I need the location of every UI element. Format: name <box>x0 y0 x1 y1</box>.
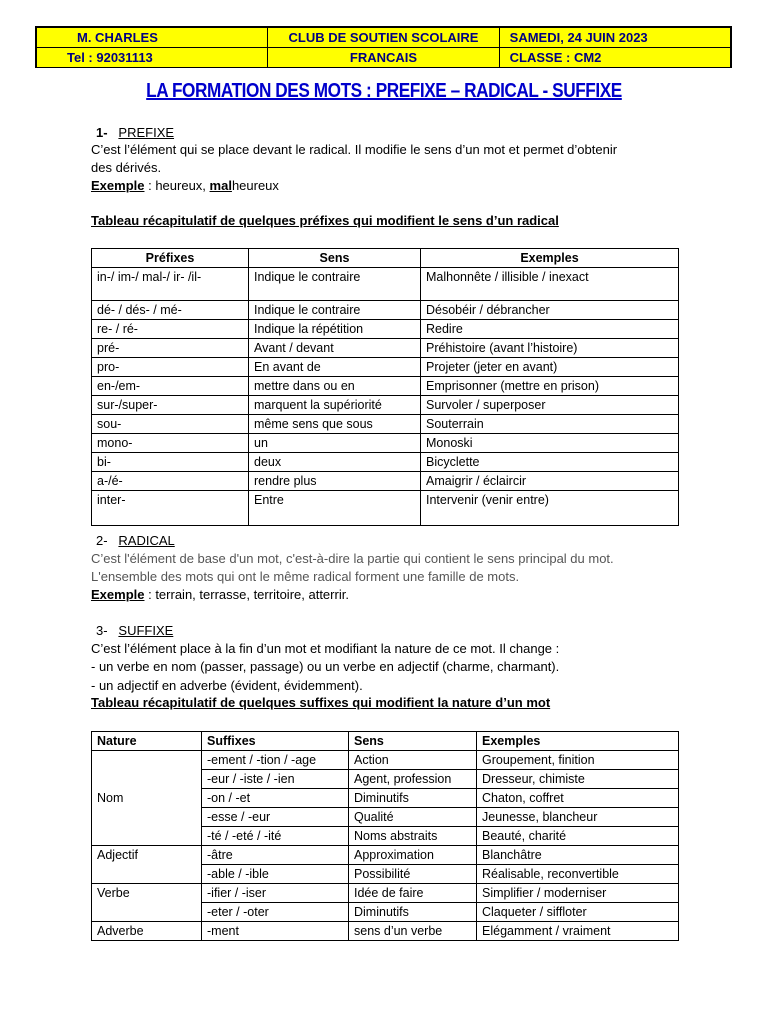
table-cell: Monoski <box>421 434 679 453</box>
table-row <box>92 268 679 301</box>
section-1-example: Exemple : heureux, malheureux <box>91 178 279 193</box>
table-row <box>92 377 679 396</box>
table-cell: bi- <box>92 453 249 472</box>
table-cell: in-/ im-/ mal-/ ir- /il- <box>92 268 249 301</box>
col-header: Exemples <box>477 732 679 751</box>
section-2-heading: 2- RADICAL <box>96 533 175 548</box>
table-cell: a-/é- <box>92 472 249 491</box>
table-cell: Possibilité <box>349 865 477 884</box>
table-row <box>92 846 679 865</box>
table-cell: rendre plus <box>249 472 421 491</box>
col-header: Sens <box>249 249 421 268</box>
table-cell: Réalisable, reconvertible <box>477 865 679 884</box>
col-header: Exemples <box>421 249 679 268</box>
table-1-title: Tableau récapitulatif de quelques préfixes qui modifient le sens d’un radical <box>91 213 559 228</box>
table-cell: Indique la répétition <box>249 320 421 339</box>
date: SAMEDI, 24 JUIN 2023 <box>499 28 730 48</box>
table-cell: Projeter (jeter en avant) <box>421 358 679 377</box>
teacher-name: M. CHARLES <box>37 28 268 48</box>
table-cell: pré- <box>92 339 249 358</box>
table-cell: Groupement, finition <box>477 751 679 770</box>
table-cell: Diminutifs <box>349 903 477 922</box>
nature-cell: Adjectif <box>92 846 202 884</box>
table-cell: Malhonnête / illisible / inexact <box>421 268 679 301</box>
table-cell: dé- / dés- / mé- <box>92 301 249 320</box>
table-cell: -eur / -iste / -ien <box>202 770 349 789</box>
table-cell: Simplifier / moderniser <box>477 884 679 903</box>
table-row <box>92 491 679 526</box>
table-cell: Indique le contraire <box>249 268 421 301</box>
table-cell: -esse / -eur <box>202 808 349 827</box>
table-cell: -ment <box>202 922 349 941</box>
col-header: Suffixes <box>202 732 349 751</box>
table-cell: Emprisonner (mettre en prison) <box>421 377 679 396</box>
nature-cell: Nom <box>92 751 202 846</box>
table-cell: inter- <box>92 491 249 526</box>
table-cell: Diminutifs <box>349 789 477 808</box>
section-3-line1: C’est l’élément place à la fin d’un mot et modifiant la nature de ce mot. Il change : <box>91 641 560 656</box>
section-3-line2: - un verbe en nom (passer, passage) ou un verbe en adjectif (charme, charmant). <box>91 659 560 674</box>
table-cell: Noms abstraits <box>349 827 477 846</box>
table-cell: sur-/super- <box>92 396 249 415</box>
table-cell: -able / -ible <box>202 865 349 884</box>
table-row <box>92 751 679 770</box>
page-title: LA FORMATION DES MOTS : PREFIXE – RADICAL - SUFFIXE <box>146 80 622 102</box>
table-row <box>92 396 679 415</box>
table-cell: En avant de <box>249 358 421 377</box>
col-header: Nature <box>92 732 202 751</box>
table-cell: pro- <box>92 358 249 377</box>
table-cell: Entre <box>249 491 421 526</box>
table-cell: Agent, profession <box>349 770 477 789</box>
table-cell: marquent la supériorité <box>249 396 421 415</box>
table-row <box>92 884 679 903</box>
section-3-line3: - un adjectif en adverbe (évident, évidemment). <box>91 678 363 693</box>
table-cell: même sens que sous <box>249 415 421 434</box>
table-row <box>92 320 679 339</box>
phone: Tel : 92031113 <box>37 48 268 68</box>
table-row <box>92 358 679 377</box>
table-cell: Survoler / superposer <box>421 396 679 415</box>
table-cell: Chaton, coffret <box>477 789 679 808</box>
table-cell: Elégamment / vraiment <box>477 922 679 941</box>
section-2-line1: C’est l'élément de base d'un mot, c'est-à-dire la partie qui contient le sens principal du mot. <box>91 551 614 566</box>
table-cell: en-/em- <box>92 377 249 396</box>
table-cell: Préhistoire (avant l’histoire) <box>421 339 679 358</box>
table-cell: Désobéir / débrancher <box>421 301 679 320</box>
table-cell: Souterrain <box>421 415 679 434</box>
table-cell: Approximation <box>349 846 477 865</box>
table-row <box>92 415 679 434</box>
table-cell: Blanchâtre <box>477 846 679 865</box>
table-cell: -on / -et <box>202 789 349 808</box>
table-cell: mettre dans ou en <box>249 377 421 396</box>
table-cell: -âtre <box>202 846 349 865</box>
nature-cell: Verbe <box>92 884 202 922</box>
table-cell: sou- <box>92 415 249 434</box>
table-cell: Indique le contraire <box>249 301 421 320</box>
class-level: CLASSE : CM2 <box>499 48 730 68</box>
table-cell: Avant / devant <box>249 339 421 358</box>
table-row <box>92 453 679 472</box>
section-3-heading: 3- SUFFIXE <box>96 623 174 638</box>
table-cell: Dresseur, chimiste <box>477 770 679 789</box>
col-header: Sens <box>349 732 477 751</box>
subject: FRANCAIS <box>268 48 499 68</box>
club-name: CLUB DE SOUTIEN SCOLAIRE <box>268 28 499 48</box>
section-1-line2: des dérivés. <box>91 160 162 175</box>
col-header: Préfixes <box>92 249 249 268</box>
table-cell: deux <box>249 453 421 472</box>
header-box <box>35 26 732 68</box>
table-cell: -eter / -oter <box>202 903 349 922</box>
table-cell: Intervenir (venir entre) <box>421 491 679 526</box>
table-cell: Bicyclette <box>421 453 679 472</box>
table-row <box>92 922 679 941</box>
table-cell: un <box>249 434 421 453</box>
section-1-line1: C’est l’élément qui se place devant le radical. Il modifie le sens d’un mot et permet d’obtenir <box>91 142 618 157</box>
table-cell: Claqueter / siffloter <box>477 903 679 922</box>
table-row <box>92 434 679 453</box>
table-cell: -ifier / -iser <box>202 884 349 903</box>
table-cell: Beauté, charité <box>477 827 679 846</box>
suffix-table <box>91 731 679 941</box>
table-cell: re- / ré- <box>92 320 249 339</box>
section-2-line2: L'ensemble des mots qui ont le même radical forment une famille de mots. <box>91 569 520 584</box>
table-cell: Jeunesse, blancheur <box>477 808 679 827</box>
table-cell: Action <box>349 751 477 770</box>
table-cell: Redire <box>421 320 679 339</box>
table-cell: sens d’un verbe <box>349 922 477 941</box>
section-1-heading: 1- PREFIXE <box>96 125 175 140</box>
table-cell: Qualité <box>349 808 477 827</box>
prefix-table <box>91 248 679 526</box>
table-cell: -té / -eté / -ité <box>202 827 349 846</box>
table-cell: mono- <box>92 434 249 453</box>
table-row <box>92 301 679 320</box>
table-row <box>92 339 679 358</box>
table-2-title: Tableau récapitulatif de quelques suffixes qui modifient la nature d’un mot <box>91 695 551 710</box>
nature-cell: Adverbe <box>92 922 202 941</box>
table-cell: Amaigrir / éclaircir <box>421 472 679 491</box>
table-row <box>92 472 679 491</box>
table-cell: Idée de faire <box>349 884 477 903</box>
section-2-example: Exemple : terrain, terrasse, territoire, atterrir. <box>91 587 349 602</box>
table-cell: -ement / -tion / -age <box>202 751 349 770</box>
